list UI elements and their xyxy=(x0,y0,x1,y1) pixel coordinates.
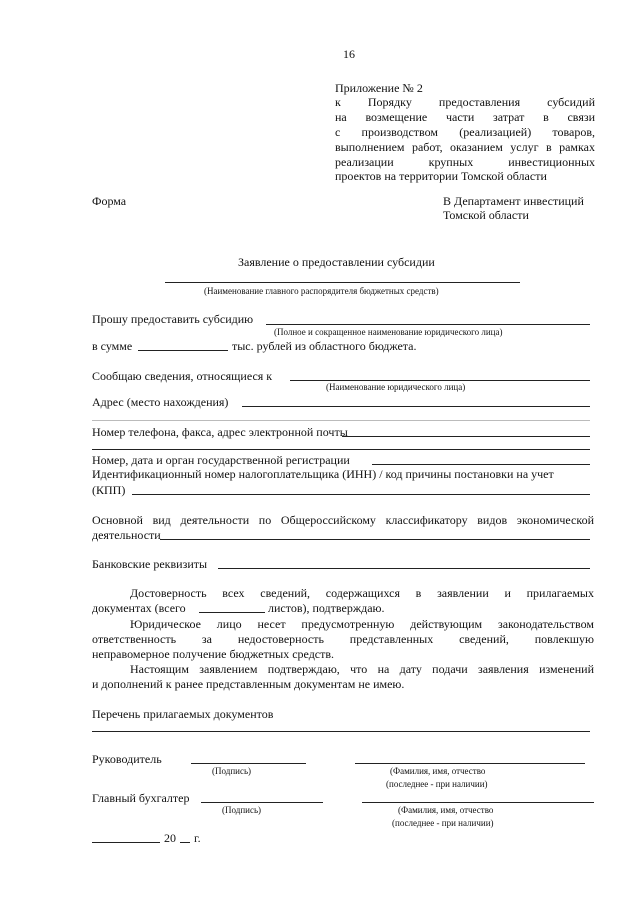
liability-statement-line-1: Юридическое лицо несет предусмотренную действующим законодательством xyxy=(130,617,594,631)
accountant-name-caption-1: (Фамилия, имя, отчество xyxy=(398,805,494,815)
legal-entity-full-name-caption: (Полное и сокращенное наименование юридического лица) xyxy=(274,327,503,337)
activity-label-line-2: деятельности xyxy=(92,528,161,542)
liability-statement-line-3: неправомерное получение бюджетных средств. xyxy=(92,647,335,661)
no-changes-statement-line-1: Настоящим заявлением подтверждаю, что на дату подачи заявления изменений xyxy=(130,662,594,676)
head-name-field xyxy=(355,763,585,764)
contacts-field xyxy=(342,436,590,437)
year-prefix: 20 xyxy=(164,831,176,845)
address-field-continued xyxy=(92,420,590,421)
accountant-name-field xyxy=(362,802,594,803)
distributor-caption: (Наименование главного распорядителя бюджетных средств) xyxy=(204,286,439,296)
document-title: Заявление о предоставлении субсидии xyxy=(238,255,435,269)
sum-suffix: тыс. рублей из областного бюджета. xyxy=(232,339,417,353)
request-field xyxy=(266,324,590,325)
accountant-name-caption-2: (последнее - при наличии) xyxy=(392,818,494,828)
address-label: Адрес (место нахождения) xyxy=(92,395,229,409)
inform-label: Сообщаю сведения, относящиеся к xyxy=(92,369,273,383)
inform-field xyxy=(290,380,590,381)
head-signature-caption: (Подпись) xyxy=(212,766,252,776)
request-label: Прошу предоставить субсидию xyxy=(92,312,254,326)
appendix-line-4: выполнением работ, оказанием услуг в рамках xyxy=(335,140,595,154)
year-suffix: г. xyxy=(194,831,201,845)
date-field xyxy=(92,842,160,843)
documents-count-suffix: листов), подтверждаю. xyxy=(268,601,385,615)
appendix-line-6: проектов на территории Томской области xyxy=(335,169,547,183)
sum-field xyxy=(138,350,228,351)
kpp-label: (КПП) xyxy=(92,483,126,497)
head-signature-field xyxy=(191,763,306,764)
appendix-line-2: на возмещение части затрат в связи xyxy=(335,110,595,124)
year-field xyxy=(180,842,190,843)
appendix-line-1: к Порядку предоставления субсидий xyxy=(335,95,595,109)
registration-field xyxy=(372,464,590,465)
bank-details-label: Банковские реквизиты xyxy=(92,557,208,571)
address-field xyxy=(242,406,590,407)
documents-count-field xyxy=(199,612,265,613)
sum-label: в сумме xyxy=(92,339,133,353)
attached-documents-label: Перечень прилагаемых документов xyxy=(92,707,274,721)
appendix-title: Приложение № 2 xyxy=(335,81,423,95)
liability-statement-line-2: ответственность за недостоверность представленных сведений, повлекшую xyxy=(92,632,594,646)
head-name-caption-2: (последнее - при наличии) xyxy=(386,779,488,789)
bank-details-field xyxy=(218,568,590,569)
contacts-field-continued xyxy=(92,449,590,450)
attached-documents-field xyxy=(92,731,590,732)
accountant-signature-field xyxy=(201,802,323,803)
head-name-caption-1: (Фамилия, имя, отчество xyxy=(390,766,486,776)
appendix-line-5: реализации крупных инвестиционных xyxy=(335,155,595,169)
distributor-field xyxy=(165,282,520,283)
appendix-line-3: с производством (реализацией) товаров, xyxy=(335,125,595,139)
addressee-line-2: Томской области xyxy=(443,208,529,222)
registration-label: Номер, дата и орган государственной регистрации xyxy=(92,453,350,467)
contacts-label: Номер телефона, факса, адрес электронной почты xyxy=(92,425,348,439)
inn-label: Идентификационный номер налогоплательщика (ИНН) / код причины постановки на учет xyxy=(92,467,554,481)
page-number: 16 xyxy=(343,47,355,61)
activity-field xyxy=(160,539,590,540)
documents-count-prefix: документах (всего xyxy=(92,601,186,615)
head-label: Руководитель xyxy=(92,752,162,766)
reliability-statement-line-1: Достоверность всех сведений, содержащихся в заявлении и прилагаемых xyxy=(130,586,594,600)
no-changes-statement-line-2: и дополнений к ранее представленным документам не имею. xyxy=(92,677,405,691)
legal-entity-name-caption: (Наименование юридического лица) xyxy=(326,382,466,392)
accountant-signature-caption: (Подпись) xyxy=(222,805,262,815)
chief-accountant-label: Главный бухгалтер xyxy=(92,791,190,805)
form-label: Форма xyxy=(92,194,127,208)
kpp-field xyxy=(132,494,590,495)
addressee-line-1: В Департамент инвестиций xyxy=(443,194,584,208)
activity-label-line-1: Основной вид деятельности по Общероссийскому классификатору видов экономической xyxy=(92,513,594,527)
